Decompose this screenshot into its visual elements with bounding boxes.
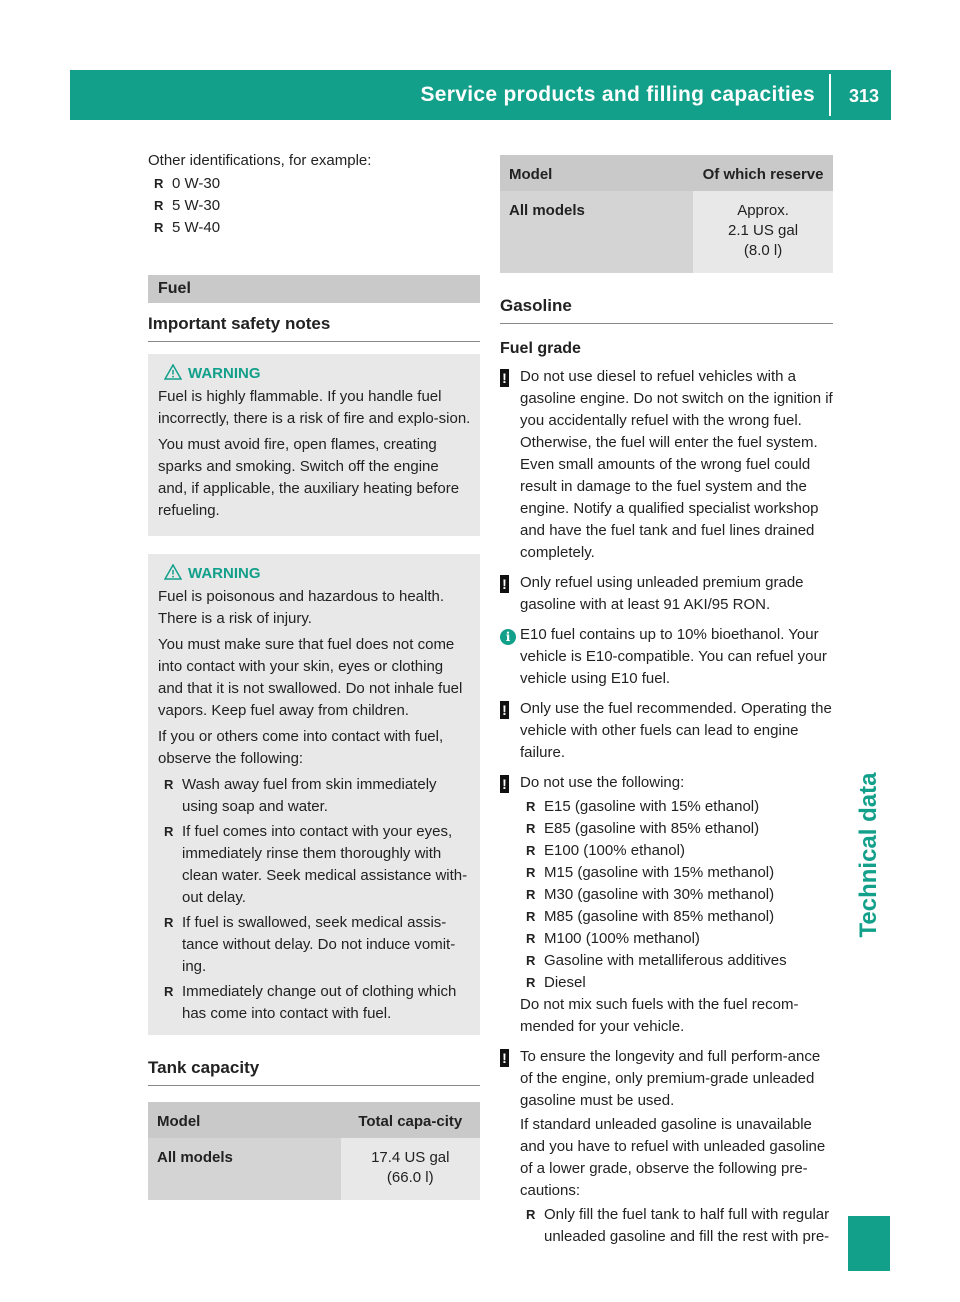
bullet-icon: R <box>164 984 174 999</box>
side-tab-label: Technical data <box>855 772 882 938</box>
list-item: R M85 (gasoline with 85% methanol) <box>520 906 833 928</box>
intro-text: Other identifications, for example: <box>148 152 372 169</box>
right-column <box>500 155 833 1248</box>
bullet-icon: R <box>154 176 164 191</box>
bullet-icon: R <box>526 1207 536 1222</box>
exclamation-icon: ! <box>500 1048 509 1070</box>
bullet-icon: R <box>526 843 536 858</box>
bullet-icon: R <box>526 909 536 924</box>
list-item: R Only fill the fuel tank to half full with regular unleaded gasoline and fill the rest with pre- <box>526 1206 830 1245</box>
list-item: R M30 (gasoline with 30% methanol) <box>520 884 833 906</box>
exclamation-icon: ! <box>500 368 509 390</box>
list-item: R M100 (100% methanol) <box>520 928 833 950</box>
list-item: R E100 (100% ethanol) <box>520 840 833 862</box>
tank-capacity-title: Tank capacity <box>148 1057 480 1086</box>
warning-text: You must make sure that fuel does not come into contact with your skin, eyes or clothing and that it is not swallowed. Do not inhale fuel vapors. Keep fuel away from children. <box>158 636 463 719</box>
table-cell-model: All models <box>500 191 693 273</box>
list-item: R Diesel <box>520 972 833 994</box>
table-header-capacity: Total capa-city <box>341 1102 480 1138</box>
caution-note: ! To ensure the longevity and full perform-ance of the engine, only premium-grade unleaded gasoline must be used. If standard unleaded gasoline is unavailable and you have to refuel with unleaded gasoline of a lower grade, observe the following pre-cautions: R Only fill the fuel tank to half full with regular unleaded gasoline and fill the rest with pre- <box>500 1046 833 1248</box>
bullet-icon: R <box>164 915 174 930</box>
bullet-icon: R <box>526 887 536 902</box>
list-item: R 0 W-30 <box>148 173 480 195</box>
exclamation-icon: ! <box>500 774 509 796</box>
page-number: 313 <box>848 86 879 106</box>
fuel-grade-title: Fuel grade <box>500 340 581 357</box>
list-item: R If fuel is swallowed, seek medical assis-tance without delay. Do not induce vomit-ing. <box>164 914 456 975</box>
page-header <box>70 70 891 120</box>
exclamation-icon: ! <box>500 574 509 596</box>
table-cell-model: All models <box>148 1138 341 1200</box>
caution-note: ! Only refuel using unleaded premium grade gasoline with at least 91 AKI/95 RON. <box>500 572 833 616</box>
table-header-reserve: Of which reserve <box>693 155 833 191</box>
warning-text: If you or others come into contact with fuel, observe the following: <box>158 728 444 767</box>
table-cell-capacity: 17.4 US gal (66.0 l) <box>341 1138 480 1200</box>
table-cell-reserve: Approx. 2.1 US gal (8.0 l) <box>693 191 833 273</box>
bullet-icon: R <box>526 865 536 880</box>
warning-text: Fuel is highly flammable. If you handle fuel incorrectly, there is a risk of fire and explo-sion. <box>158 388 471 427</box>
list-item: R E85 (gasoline with 85% ethanol) <box>520 818 833 840</box>
side-tab <box>848 760 890 950</box>
warning-box-fire <box>148 354 480 536</box>
left-column <box>148 150 480 1200</box>
bullet-icon: R <box>526 821 536 836</box>
caution-note: ! Do not use the following: R E15 (gasoline with 15% ethanol) R E85 (gasoline with 85% ethanol) R E100 (100% ethanol) R M15 (gasoline with 15% methanol) R M30 (gasoline with 30% methanol) R M85 (gasoline with 85% methanol) R M100 (100% methanol) R Gasoline with metalliferous additives R Diesel Do not mix such fuels with the fuel recom-mended for your vehicle. <box>500 772 833 1038</box>
not-use-list <box>520 796 833 994</box>
tank-capacity-table <box>148 1102 480 1200</box>
example-list <box>148 173 480 239</box>
side-tab-marker <box>848 1216 890 1271</box>
header-separator <box>829 74 831 116</box>
info-icon: i <box>500 626 516 648</box>
warning-heading: WARNING <box>158 362 472 386</box>
bullet-icon: R <box>526 931 536 946</box>
bullet-icon: R <box>526 953 536 968</box>
list-item: R M15 (gasoline with 15% methanol) <box>520 862 833 884</box>
list-item: R E15 (gasoline with 15% ethanol) <box>520 796 833 818</box>
bullet-icon: R <box>164 777 174 792</box>
bullet-icon: R <box>526 799 536 814</box>
warning-text: Fuel is poisonous and hazardous to health. There is a risk of injury. <box>158 588 445 627</box>
list-item: R If fuel comes into contact with your eyes, immediately rinse them thoroughly with clean water. Seek medical assistance with-out delay. <box>164 823 468 906</box>
list-item: R Gasoline with metalliferous additives <box>520 950 833 972</box>
table-header-model: Model <box>500 155 693 191</box>
header-title: Service products and filling capacities <box>420 83 815 106</box>
bullet-icon: R <box>154 198 164 213</box>
list-item: R 5 W-30 <box>148 195 480 217</box>
bullet-icon: R <box>164 824 174 839</box>
bullet-icon: R <box>154 220 164 235</box>
gasoline-title: Gasoline <box>500 295 833 324</box>
warning-box-poison <box>148 554 480 1035</box>
caution-note: ! Only use the fuel recommended. Operating the vehicle with other fuels can lead to engine failure. <box>500 698 833 764</box>
exclamation-icon: ! <box>500 700 509 722</box>
info-note: i E10 fuel contains up to 10% bioethanol. Your vehicle is E10-compatible. You can refuel your vehicle using E10 fuel. <box>500 624 833 690</box>
warning-triangle-icon <box>164 564 182 588</box>
caution-note: ! Do not use diesel to refuel vehicles with a gasoline engine. Do not switch on the ignition if you accidentally refuel with the wrong fuel. Otherwise, the fuel will enter the fuel system. Even small amounts of the wrong fuel could result in damage to the fuel system and the engine. Notify a qualified specialist workshop and have the fuel tank and fuel lines drained completely. <box>500 366 833 564</box>
safety-notes-title: Important safety notes <box>148 313 480 342</box>
warning-heading: WARNING <box>158 562 472 586</box>
table-header-model: Model <box>148 1102 341 1138</box>
bullet-icon: R <box>526 975 536 990</box>
fuel-section-bar: Fuel <box>148 275 480 303</box>
reserve-table <box>500 155 833 273</box>
no-mix-text: Do not mix such fuels with the fuel recom-mended for your vehicle. <box>520 996 799 1035</box>
list-item: R 5 W-40 <box>148 217 480 239</box>
list-item: R Immediately change out of clothing which has come into contact with fuel. <box>164 983 457 1022</box>
list-item: R Wash away fuel from skin immediately using soap and water. <box>164 776 437 815</box>
warning-text: You must avoid fire, open flames, creating sparks and smoking. Switch off the engine and, if applicable, the auxiliary heating before refueling. <box>158 436 460 519</box>
lower-grade-text: If standard unleaded gasoline is unavailable and you have to refuel with unleaded gasoline of a lower grade, observe the following pre-cautions: <box>520 1116 826 1199</box>
warning-triangle-icon <box>164 364 182 388</box>
